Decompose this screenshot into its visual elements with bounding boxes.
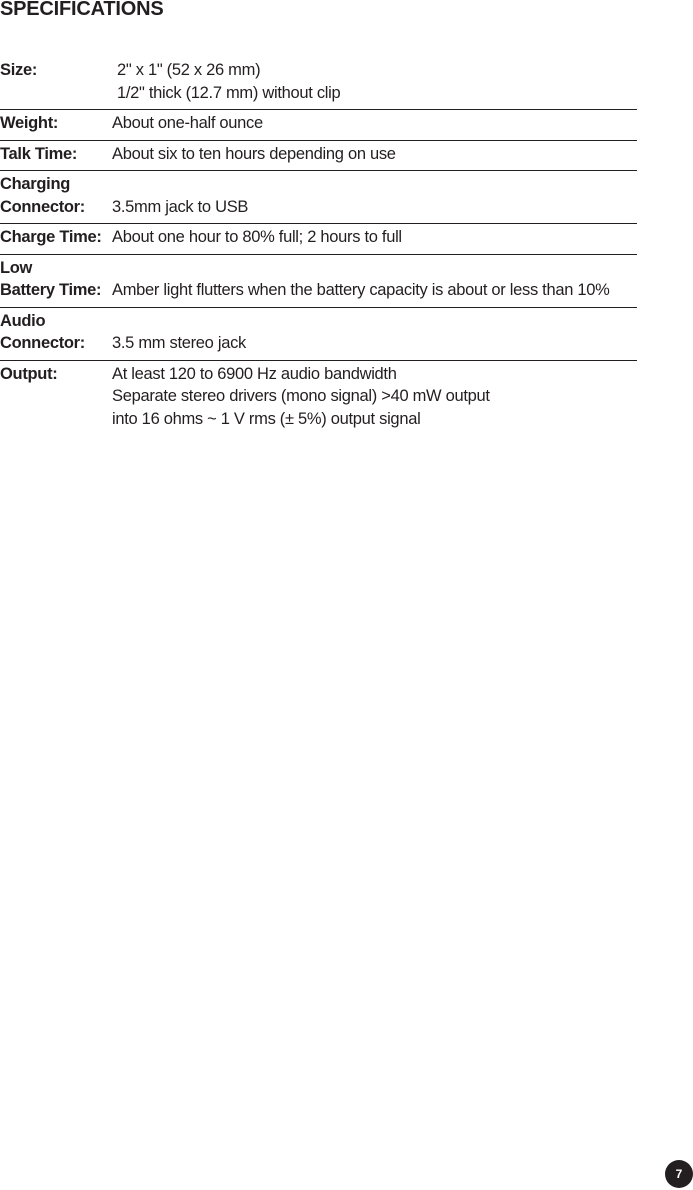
spec-value: [112, 112, 637, 135]
spec-label: [0, 173, 112, 218]
spec-label: [0, 59, 112, 104]
spec-label: [0, 226, 112, 249]
spec-value-line: into 16 ohms ~ 1 V rms (± 5%) output signal: [112, 409, 421, 428]
specifications-table: [0, 57, 637, 435]
spec-row-weight: [0, 110, 637, 141]
spec-row-talk-time: [0, 141, 637, 172]
spec-value: [112, 363, 637, 431]
spec-label: [0, 363, 112, 431]
spec-label: [0, 112, 112, 135]
spec-label-line: Size:: [0, 61, 38, 79]
spec-label: [0, 310, 112, 355]
spec-value-line: 1/2" thick (12.7 mm) without clip: [117, 83, 341, 102]
spec-value: [112, 257, 637, 302]
spec-value-line: 3.5mm jack to USB: [112, 197, 249, 216]
spec-row-charge-time: [0, 224, 637, 255]
spec-row-output: [0, 361, 637, 436]
spec-value: [112, 59, 637, 104]
spec-value-line: About one-half ounce: [112, 114, 263, 132]
spec-value-line: 2" x 1" (52 x 26 mm): [117, 61, 261, 79]
spec-label-line: Connector:: [0, 334, 85, 352]
spec-value: [112, 226, 637, 249]
spec-label-line: Connector:: [0, 197, 85, 216]
spec-value: [112, 310, 637, 355]
spec-row-audio-connector: [0, 308, 637, 361]
spec-row-charging-connector: [0, 171, 637, 224]
page-title: SPECIFICATIONS: [0, 0, 164, 20]
spec-value-line: Amber light flutters when the battery capacity is about or less than 10%: [112, 281, 610, 299]
spec-label-line: Talk Time:: [0, 144, 78, 163]
spec-value: [112, 173, 637, 218]
spec-row-size: [0, 57, 637, 110]
spec-label-line: Battery Time:: [0, 281, 102, 299]
spec-label-line: Audio: [0, 311, 46, 330]
spec-row-low-battery-time: [0, 255, 637, 308]
spec-value: [112, 143, 637, 166]
spec-label: [0, 257, 112, 302]
spec-value-line: About six to ten hours depending on use: [112, 144, 396, 163]
spec-label-line: Low: [0, 258, 33, 277]
spec-value-line: Separate stereo drivers (mono signal) >40 mW output: [112, 387, 490, 405]
page-number-badge: 7: [665, 1160, 693, 1188]
spec-label-line: Charging: [0, 175, 71, 193]
spec-label-line: Charge Time:: [0, 228, 102, 246]
spec-value-line: At least 120 to 6900 Hz audio bandwidth: [112, 364, 397, 383]
spec-label-line: Output:: [0, 364, 58, 383]
spec-value-line: About one hour to 80% full; 2 hours to full: [112, 228, 402, 246]
spec-label-line: Weight:: [0, 114, 59, 132]
spec-value-line: 3.5 mm stereo jack: [112, 334, 246, 352]
spec-label: [0, 143, 112, 166]
